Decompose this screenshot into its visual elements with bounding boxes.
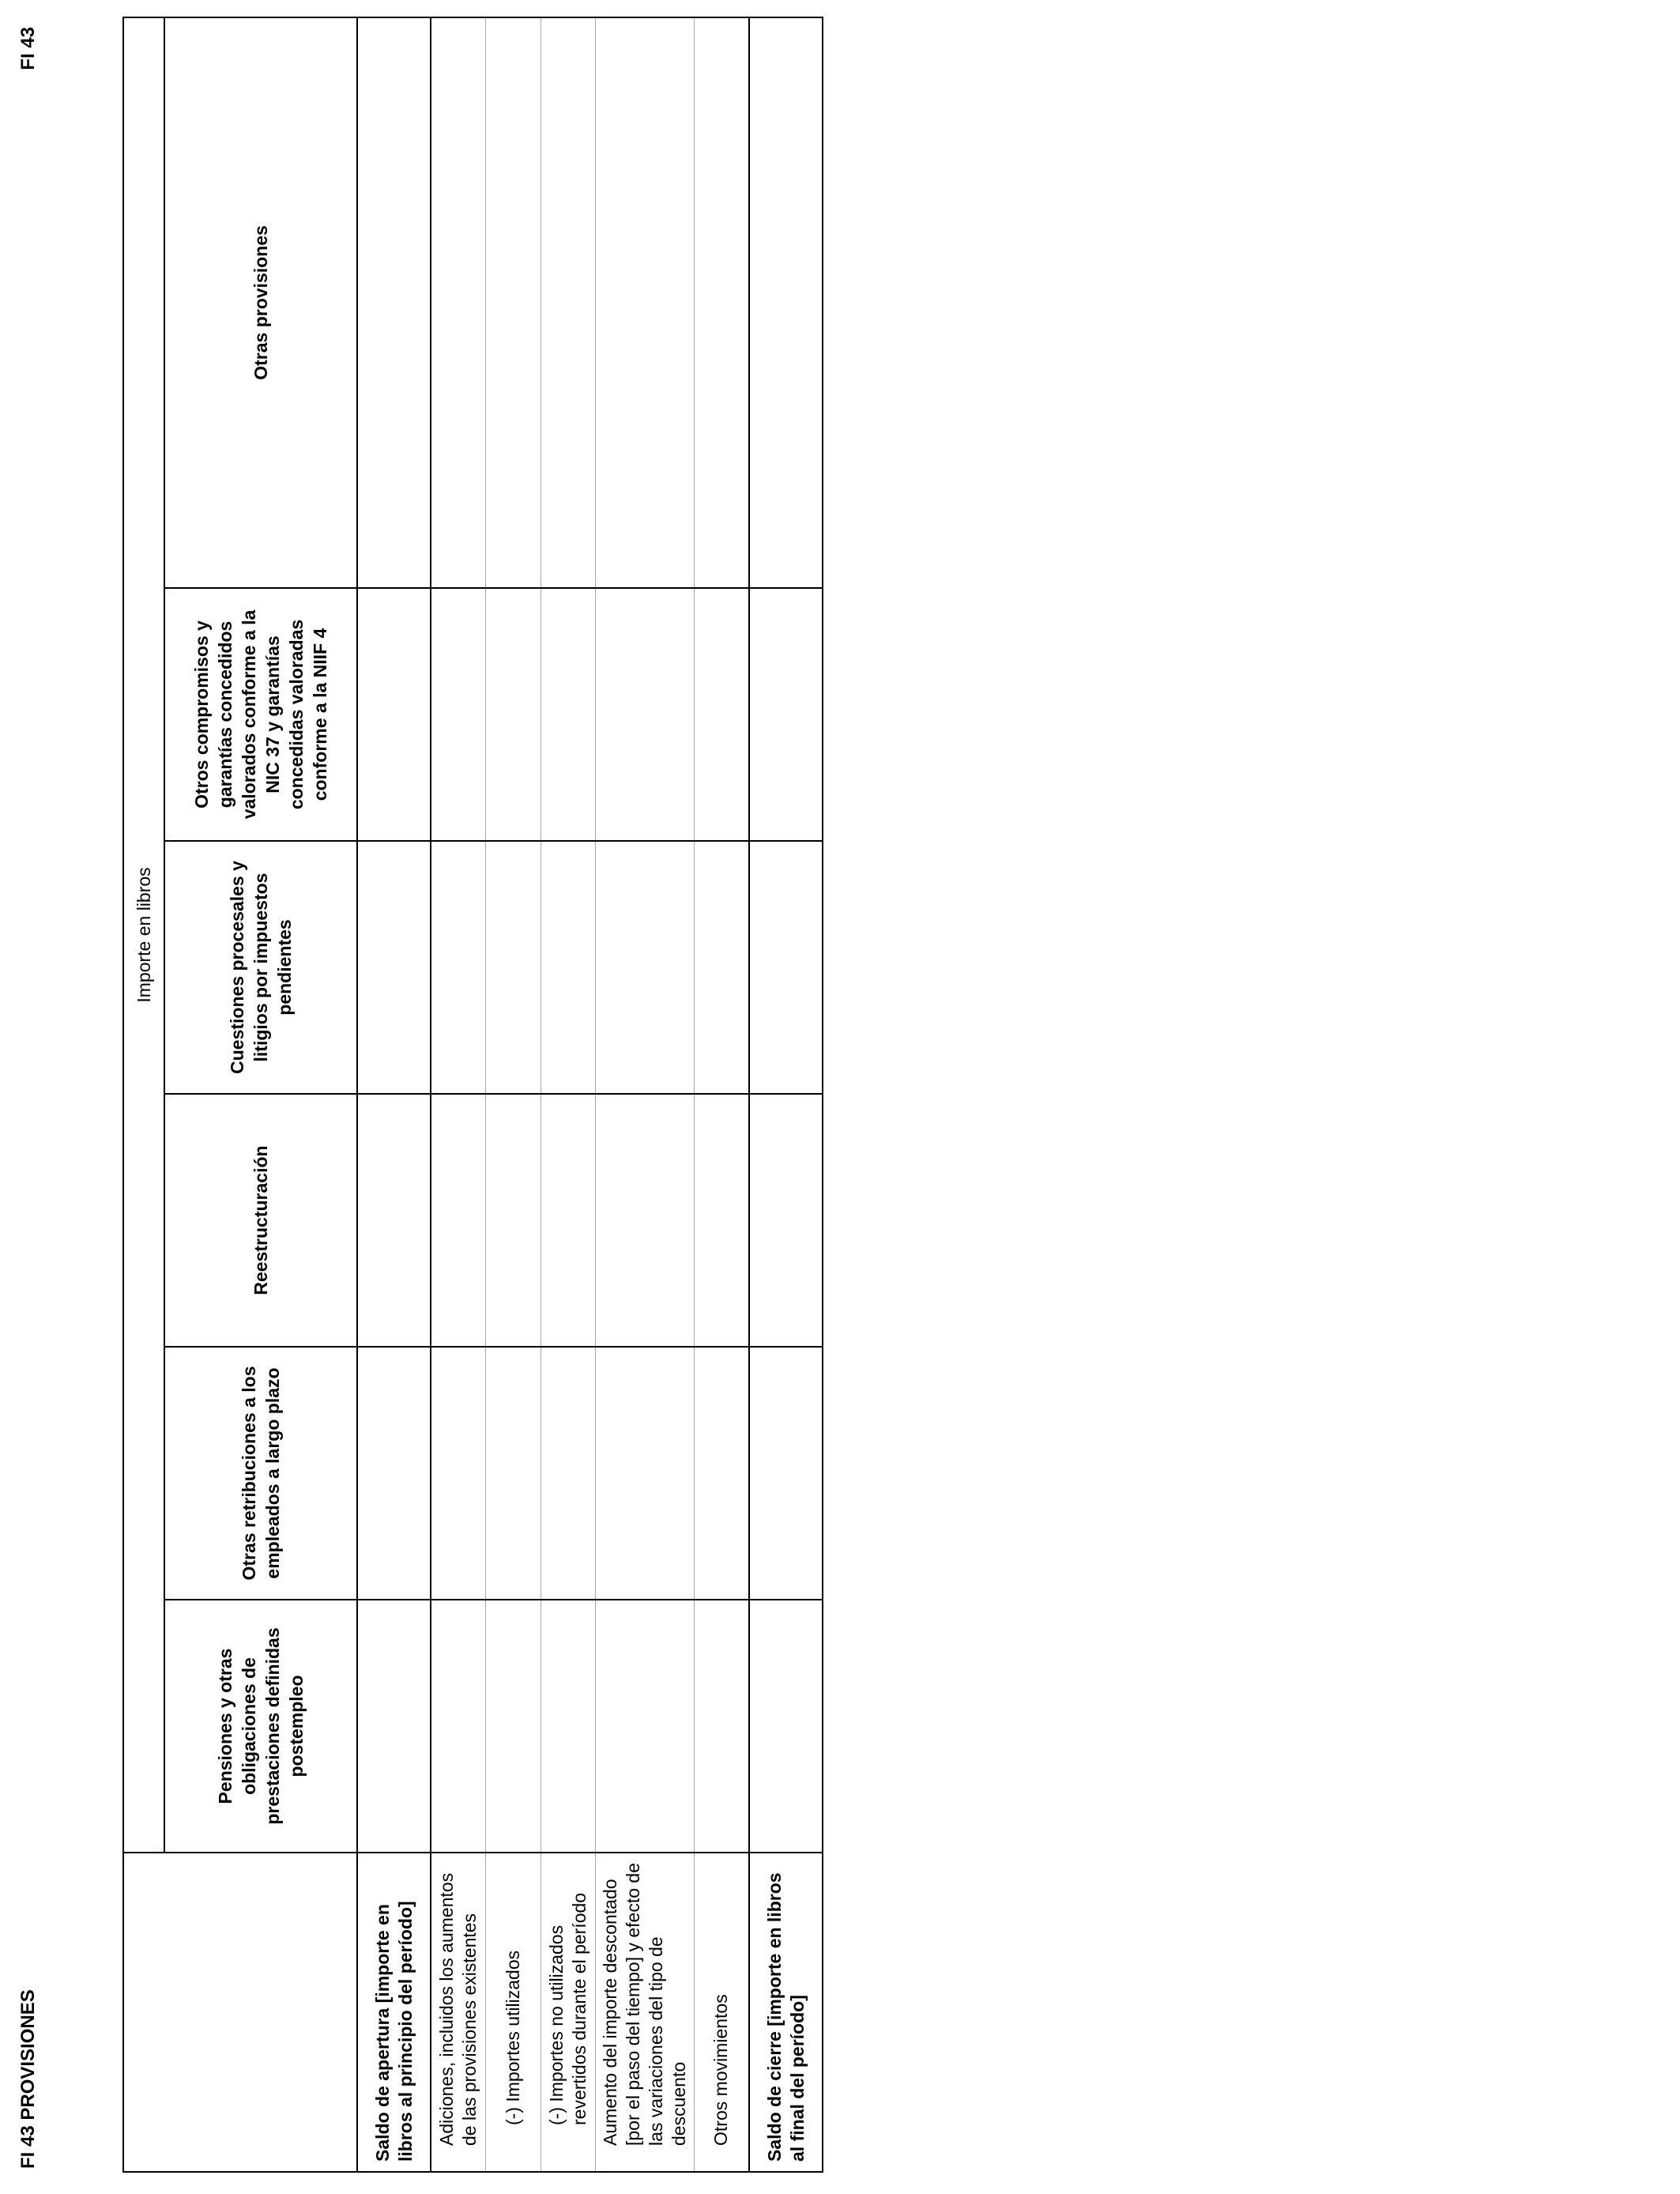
group-header-importe: Importe en libros bbox=[123, 17, 164, 1853]
table-cell[interactable] bbox=[357, 1347, 431, 1600]
table-cell[interactable] bbox=[749, 17, 823, 588]
row-label-aumento-importe-descontado: Aumento del importe descontado [por el paso del tiempo] y efecto de las variaciones del tipo de descuento bbox=[595, 1853, 694, 2172]
table-cell[interactable] bbox=[485, 588, 541, 841]
table-cell[interactable] bbox=[749, 1094, 823, 1347]
row-label-otros-movimientos: Otros movimientos bbox=[694, 1853, 749, 2172]
corner-cell bbox=[123, 1853, 164, 2172]
col-header-otras-provisiones: Otras provisiones bbox=[164, 17, 357, 588]
table-header-columns-row bbox=[164, 17, 357, 2172]
table-cell[interactable] bbox=[595, 588, 694, 841]
table-row-adiciones bbox=[431, 17, 485, 2172]
col-header-otras-retribuciones: Otras retribuciones a los empleados a largo plazo bbox=[164, 1347, 357, 1600]
table-cell[interactable] bbox=[749, 1600, 823, 1853]
row-label-saldo-cierre: Saldo de cierre [importe en libros al final del período] bbox=[749, 1853, 823, 2172]
page-code: FI 43 bbox=[17, 27, 39, 70]
table-cell[interactable] bbox=[431, 1094, 485, 1347]
table-cell[interactable] bbox=[357, 17, 431, 588]
table-row-saldo-apertura bbox=[357, 17, 431, 2172]
table-cell[interactable] bbox=[541, 1094, 595, 1347]
table-cell[interactable] bbox=[485, 17, 541, 588]
row-label-importes-no-utilizados: (-) Importes no utilizados revertidos durante el período bbox=[541, 1853, 595, 2172]
table-cell[interactable] bbox=[431, 1600, 485, 1853]
table-header-group-row bbox=[123, 17, 164, 2172]
table-cell[interactable] bbox=[694, 1347, 749, 1600]
table-cell[interactable] bbox=[541, 17, 595, 588]
table-row-importes-utilizados bbox=[485, 17, 541, 2172]
table-cell[interactable] bbox=[485, 1094, 541, 1347]
table-cell[interactable] bbox=[431, 588, 485, 841]
table-row-importes-no-utilizados bbox=[541, 17, 595, 2172]
table-cell[interactable] bbox=[357, 1600, 431, 1853]
table-cell[interactable] bbox=[694, 841, 749, 1094]
col-header-pensiones: Pensiones y otras obligaciones de prestaciones definidas postempleo bbox=[164, 1600, 357, 1853]
col-header-reestructuracion: Reestructuración bbox=[164, 1094, 357, 1347]
table-cell[interactable] bbox=[694, 588, 749, 841]
col-header-cuestiones-procesales: Cuestiones procesales y litigios por impuestos pendientes bbox=[164, 841, 357, 1094]
table-cell[interactable] bbox=[431, 841, 485, 1094]
table-cell[interactable] bbox=[595, 1094, 694, 1347]
row-label-adiciones: Adiciones, incluidos los aumentos de las provisiones existentes bbox=[431, 1853, 485, 2172]
table-cell[interactable] bbox=[749, 588, 823, 841]
corner-cell-lower bbox=[164, 1853, 357, 2172]
table-cell[interactable] bbox=[431, 17, 485, 588]
table-cell[interactable] bbox=[694, 1094, 749, 1347]
table-cell[interactable] bbox=[485, 1347, 541, 1600]
table-cell[interactable] bbox=[595, 1347, 694, 1600]
col-header-otros-compromisos: Otros compromisos y garantías concedidos valorados conforme a la NIC 37 y garantías concedidas valoradas conforme a la NIIF 4 bbox=[164, 588, 357, 841]
table-cell[interactable] bbox=[541, 1600, 595, 1853]
table-row-saldo-cierre bbox=[749, 17, 823, 2172]
table-cell[interactable] bbox=[595, 17, 694, 588]
table-cell[interactable] bbox=[694, 1600, 749, 1853]
table-cell[interactable] bbox=[595, 1600, 694, 1853]
row-label-importes-utilizados: (-) Importes utilizados bbox=[485, 1853, 541, 2172]
table-cell[interactable] bbox=[431, 1347, 485, 1600]
table-cell[interactable] bbox=[694, 17, 749, 588]
table-cell[interactable] bbox=[749, 841, 823, 1094]
table-cell[interactable] bbox=[485, 841, 541, 1094]
page-title: FI 43 PROVISIONES bbox=[17, 1989, 39, 2169]
table-cell[interactable] bbox=[541, 588, 595, 841]
row-label-saldo-apertura: Saldo de apertura [importe en libros al principio del período] bbox=[357, 1853, 431, 2172]
table-cell[interactable] bbox=[595, 841, 694, 1094]
table-cell[interactable] bbox=[485, 1600, 541, 1853]
table-cell[interactable] bbox=[541, 841, 595, 1094]
provisions-table bbox=[122, 17, 823, 2173]
table-cell[interactable] bbox=[357, 588, 431, 841]
table-row-otros-movimientos bbox=[694, 17, 749, 2172]
table-cell[interactable] bbox=[541, 1347, 595, 1600]
table-cell[interactable] bbox=[357, 1094, 431, 1347]
table-cell[interactable] bbox=[357, 841, 431, 1094]
table-cell[interactable] bbox=[749, 1347, 823, 1600]
table-row-aumento-importe-descontado bbox=[595, 17, 694, 2172]
